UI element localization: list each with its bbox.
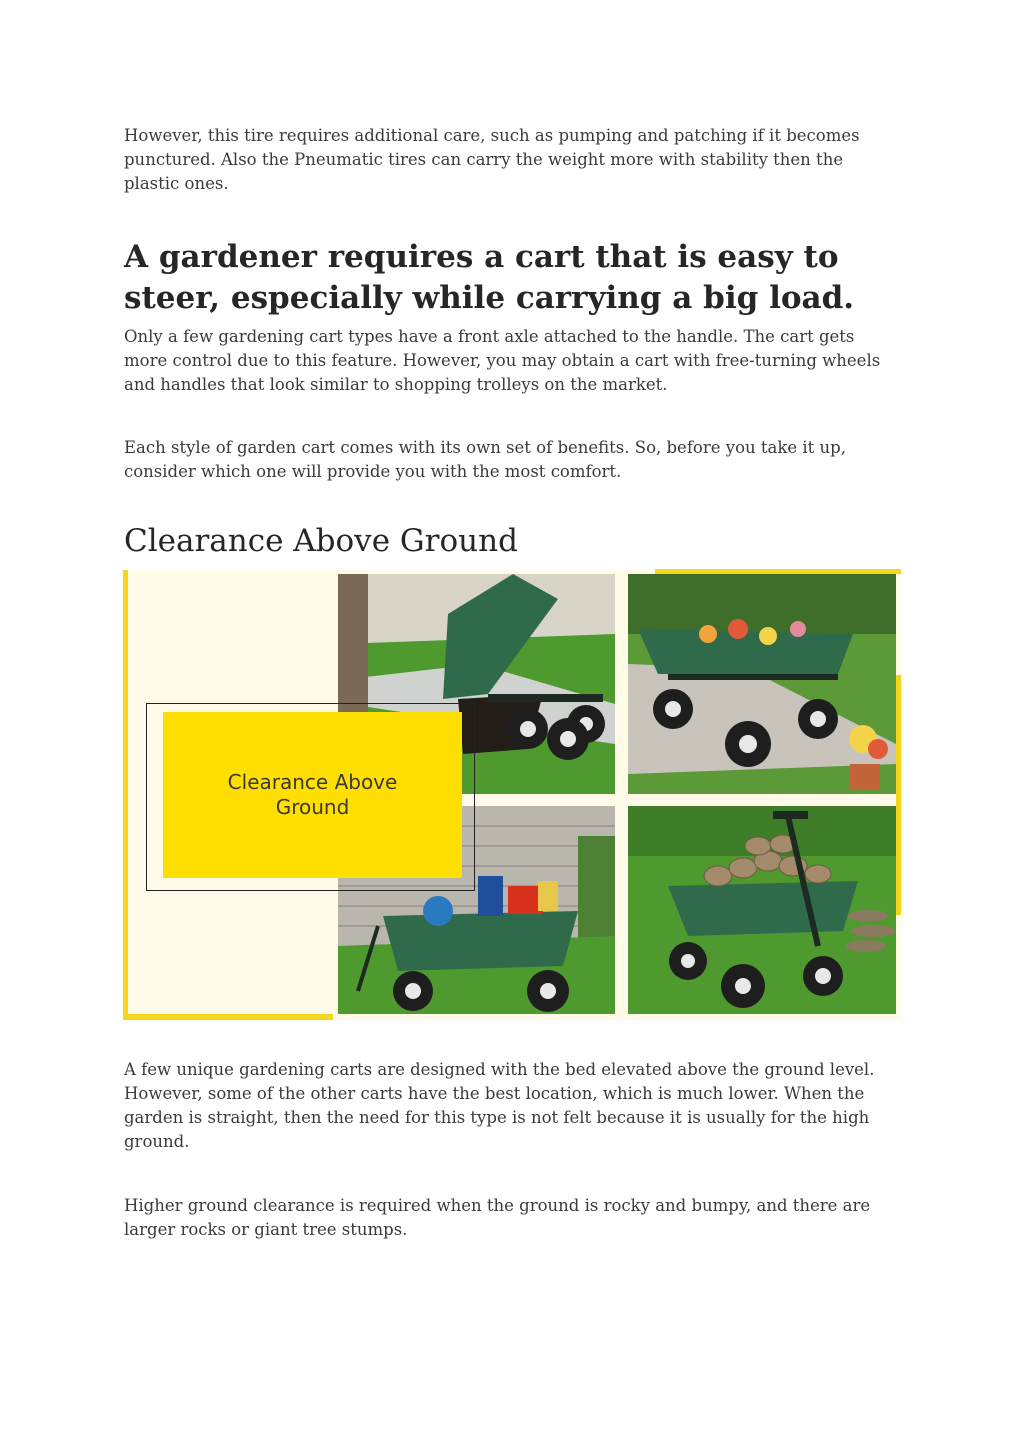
intro-paragraph: However, this tire requires additional care, such as pumping and patching if it becomes punctured. Also the Pneumatic tires can carry the weight more with stability then the plastic ones. — [124, 126, 860, 193]
banner-title-text: Clearance Above Ground — [227, 770, 398, 819]
banner-bottom-bar — [123, 1014, 333, 1020]
steer-heading: A gardener requires a cart that is easy to steer, especially while carrying a big load. — [124, 239, 855, 316]
steer-paragraph-2: Each style of garden cart comes with its own set of benefits. So, before you take it up, consider which one will provide you with the most comfort. — [124, 438, 846, 481]
banner-title-card — [163, 712, 462, 878]
clearance-heading: Clearance Above Ground — [124, 523, 518, 559]
steer-paragraph-1: Only a few gardening cart types have a front axle attached to the handle. The cart gets more control due to this feature. However, you may obtain a cart with free-turning wheels and handles that look similar to shopping trolleys on the market. — [124, 327, 881, 394]
photo-flower-cart — [628, 574, 896, 794]
clearance-paragraph-1: A few unique gardening carts are designed with the bed elevated above the ground level. However, some of the other carts have the best location, which is much lower. When the garden is straight, then the need for this type is not felt because it is usually for the high ground. — [124, 1060, 875, 1151]
clearance-paragraph-2: Higher ground clearance is required when the ground is rocky and bumpy, and there are larger rocks or giant tree stumps. — [124, 1196, 871, 1239]
photo-firewood-cart — [628, 806, 896, 1014]
banner-right-bar — [896, 675, 901, 915]
banner-left-bar — [123, 570, 128, 1020]
